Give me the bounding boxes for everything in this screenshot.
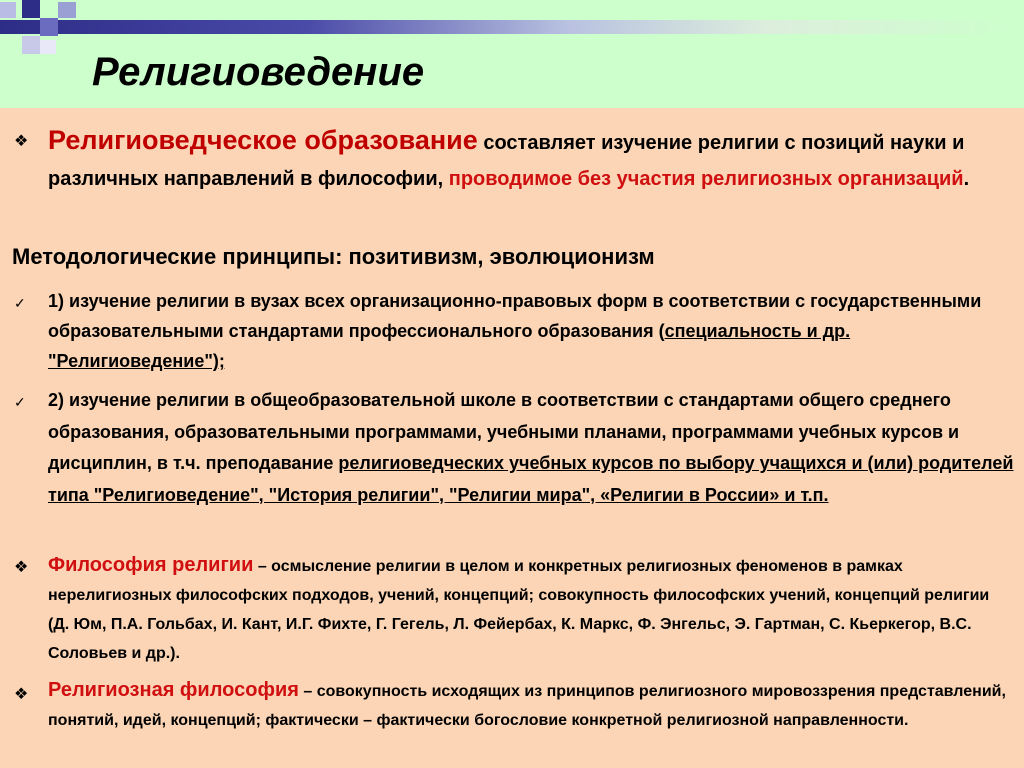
decorative-square (22, 36, 40, 54)
term-philosophy-of-religion: Философия религии (48, 554, 254, 576)
decorative-square (0, 2, 16, 18)
decorative-square (40, 18, 58, 36)
definition-body: – совокупность исходящих из принципов религиозного мировоззрения представлений, понятий, идей, концепций; фактически – фактически богословие конкретной религиозной направленности. (48, 683, 1006, 729)
term-religious-education: Религиоведческое образование (48, 125, 478, 155)
definition-text (48, 122, 1014, 197)
principle-text (48, 286, 1014, 376)
header-band (0, 0, 1024, 108)
page-title: Религиоведение (92, 50, 425, 94)
diamond-bullet-icon: ❖ (14, 686, 29, 703)
principle-underlined: религиоведческих учебных курсов по выбору учащихся и (или) родителей типа "Религиоведение", "История религии", "Религии мира", «Религии в России» и т.п. (48, 453, 1014, 505)
punctuation: . (963, 168, 970, 190)
principle-body: 1) изучение религии в вузах всех организационно-правовых форм в соответствии с государственными образовательными стандартами профессионального образования ( (48, 291, 982, 341)
principle-body: 2) изучение религии в общеобразовательной школе в соответствии с стандартами общего среднего образования, образовательными программами, учебными планами, программами учебных курсов и дисциплин, в т.ч. преподавание (48, 390, 960, 473)
decorative-gradient-bar (0, 20, 1024, 34)
checkmark-bullet-icon: ✓ (14, 295, 26, 311)
term-religious-philosophy: Религиозная философия (48, 679, 299, 701)
definition-body: – осмысление религии в целом и конкретных религиозных феноменов в рамках нерелигиозных философских подходов, учений, концепций; совокупность философских учений, концепций религии (Д. Юм, П.А. Гольбах, И. Кант, И.Г. Фихте, Г. Гегель, Л. Фейербах, К. Маркс, Ф. Энгельс, Э. Гартман, С. Кьеркегор, В.С. Соловьев и др.). (48, 558, 990, 662)
checkmark-bullet-icon: ✓ (14, 394, 26, 410)
methods-heading: Методологические принципы: позитивизм, эволюционизм (12, 244, 655, 269)
highlighted-text: проводимое без участия религиозных организаций (448, 168, 964, 190)
decorative-square (40, 40, 56, 54)
slide-content (0, 108, 1024, 768)
definition-text (48, 676, 1014, 735)
definition-text (48, 551, 1014, 668)
diamond-bullet-icon: ❖ (14, 559, 29, 576)
definition-body: составляет изучение религии с позиций науки и различных направлений в философии, (48, 132, 965, 190)
principle-text (48, 385, 1014, 511)
decorative-square (22, 0, 40, 18)
principle-underlined: специальность и др. "Религиоведение"); (48, 321, 851, 371)
diamond-bullet-icon: ❖ (14, 133, 29, 150)
decorative-square (58, 2, 76, 18)
